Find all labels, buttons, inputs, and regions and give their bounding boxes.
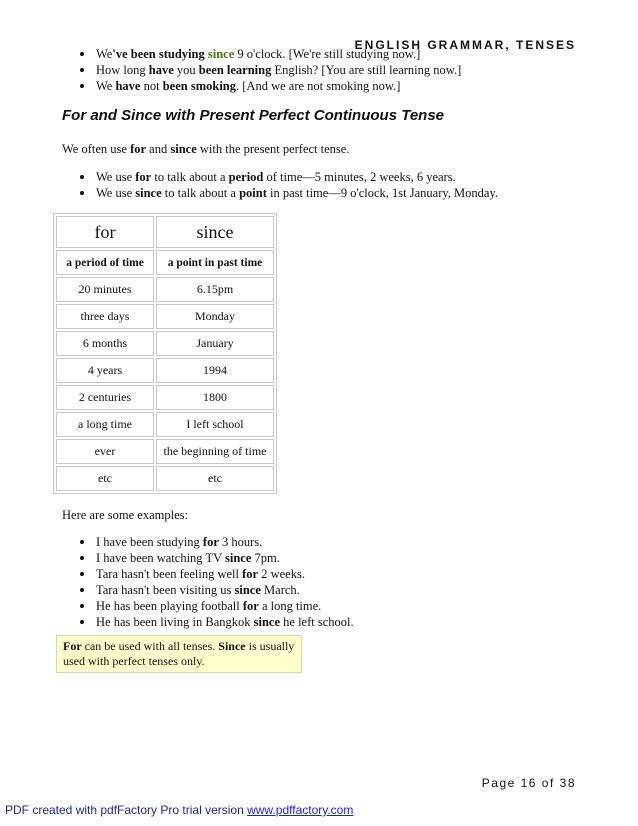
text: 3 hours. (218, 535, 263, 549)
table-row (56, 385, 274, 410)
table-header-row (56, 216, 274, 248)
list-item (80, 614, 354, 630)
bold-text: been smoking (162, 79, 236, 93)
bold-text: since (135, 186, 162, 200)
header-cell-for: for (56, 216, 154, 248)
text: to talk about a (151, 170, 229, 184)
bold-text: since (170, 142, 197, 156)
text: you (173, 63, 199, 77)
bold-text: For (63, 639, 82, 653)
text: I have been watching TV (96, 551, 226, 565)
table-cell: 1800 (156, 385, 274, 410)
table-row (56, 466, 274, 491)
bold-text: 've been studying (112, 47, 205, 61)
bold-text: have (115, 79, 141, 93)
use-paragraph (62, 142, 349, 157)
subheader-cell: a period of time (56, 250, 154, 275)
list-item (80, 566, 354, 582)
table-row (56, 277, 274, 302)
text: not (140, 79, 163, 93)
text: 9 o'clock. [We're still studying now.] (234, 47, 421, 61)
text: to talk about a (161, 186, 240, 200)
text: English? [You are still learning now.] (271, 63, 462, 77)
bold-text: since (225, 551, 252, 565)
document-header: ENGLISH GRAMMAR, TENSES (354, 38, 576, 52)
bold-text: for (242, 567, 259, 581)
bold-text: since (253, 615, 281, 629)
page-number: Page 16 of 38 (481, 776, 576, 790)
list-item (80, 534, 354, 550)
for-since-table (53, 213, 277, 494)
rule-bullet-list (80, 169, 498, 201)
table-cell: three days (56, 304, 154, 329)
text: 7pm. (251, 551, 280, 565)
text: I have been studying (96, 535, 203, 549)
table-row (56, 439, 274, 464)
text: Tara hasn't been feeling well (96, 567, 243, 581)
bold-text: for (242, 599, 259, 613)
table-cell: ever (56, 439, 154, 464)
text: He has been playing football (96, 599, 243, 613)
table-cell: 4 years (56, 358, 154, 383)
text: can be used with all tenses. (81, 639, 219, 653)
intro-bullet-list (80, 46, 461, 94)
text: Tara hasn't been visiting us (96, 583, 235, 597)
header-cell-since: since (156, 216, 274, 248)
text: he left school. (280, 615, 354, 629)
list-item (80, 582, 354, 598)
text: 2 weeks. (258, 567, 305, 581)
table-cell: etc (56, 466, 154, 491)
table-cell: January (156, 331, 274, 356)
text: We often use (62, 142, 131, 156)
text: with the present perfect tense. (196, 142, 350, 156)
green-keyword: since (207, 47, 235, 61)
list-item (80, 550, 354, 566)
subheader-cell: a point in past time (156, 250, 274, 275)
text: He has been living in Bangkok (96, 615, 254, 629)
table-cell: etc (156, 466, 274, 491)
bold-text: since (234, 583, 261, 597)
text: and (146, 142, 171, 156)
bold-text: point (239, 186, 267, 200)
text: . [And we are not smoking now.] (236, 79, 401, 93)
text: We (96, 79, 116, 93)
table-row (56, 412, 274, 437)
table-cell: 2 centuries (56, 385, 154, 410)
bold-text: period (228, 170, 264, 184)
text: in past time—9 o'clock, 1st January, Monday. (266, 186, 499, 200)
bold-text: for (135, 170, 152, 184)
text: a long time. (258, 599, 322, 613)
table-cell: 6 months (56, 331, 154, 356)
pdf-footer (5, 803, 353, 817)
table-cell: I left school (156, 412, 274, 437)
text: March. (260, 583, 300, 597)
table-row (56, 358, 274, 383)
list-item (80, 185, 498, 201)
bold-text: have (148, 63, 174, 77)
table-cell: 20 minutes (56, 277, 154, 302)
table-cell: a long time (56, 412, 154, 437)
bold-text: Since (218, 639, 246, 653)
pdffactory-link[interactable]: www.pdffactory.com (247, 803, 354, 817)
bold-text: for (202, 535, 219, 549)
list-item (80, 169, 498, 185)
list-item (80, 598, 354, 614)
usage-note-box (56, 635, 302, 673)
bold-text: been learning (198, 63, 272, 77)
text: How long (96, 63, 149, 77)
table-subheader-row (56, 250, 274, 275)
section-title: For and Since with Present Perfect Continuous Tense (62, 107, 445, 124)
text: of time—5 minutes, 2 weeks, 6 years. (263, 170, 456, 184)
table-cell: Monday (156, 304, 274, 329)
text: is usually used with perfect tenses only. (63, 639, 295, 668)
text: We use (96, 186, 136, 200)
table-row (56, 304, 274, 329)
table-cell: 6.15pm (156, 277, 274, 302)
examples-intro: Here are some examples: (62, 508, 188, 522)
table-cell: 1994 (156, 358, 274, 383)
examples-list (80, 534, 354, 630)
text: We (96, 47, 113, 61)
list-item (80, 62, 461, 78)
text: We use (96, 170, 136, 184)
bold-text: for (130, 142, 147, 156)
table-row (56, 331, 274, 356)
table-cell: the beginning of time (156, 439, 274, 464)
footer-text: PDF created with pdfFactory Pro trial version (5, 803, 248, 817)
list-item (80, 46, 461, 62)
list-item (80, 78, 461, 94)
